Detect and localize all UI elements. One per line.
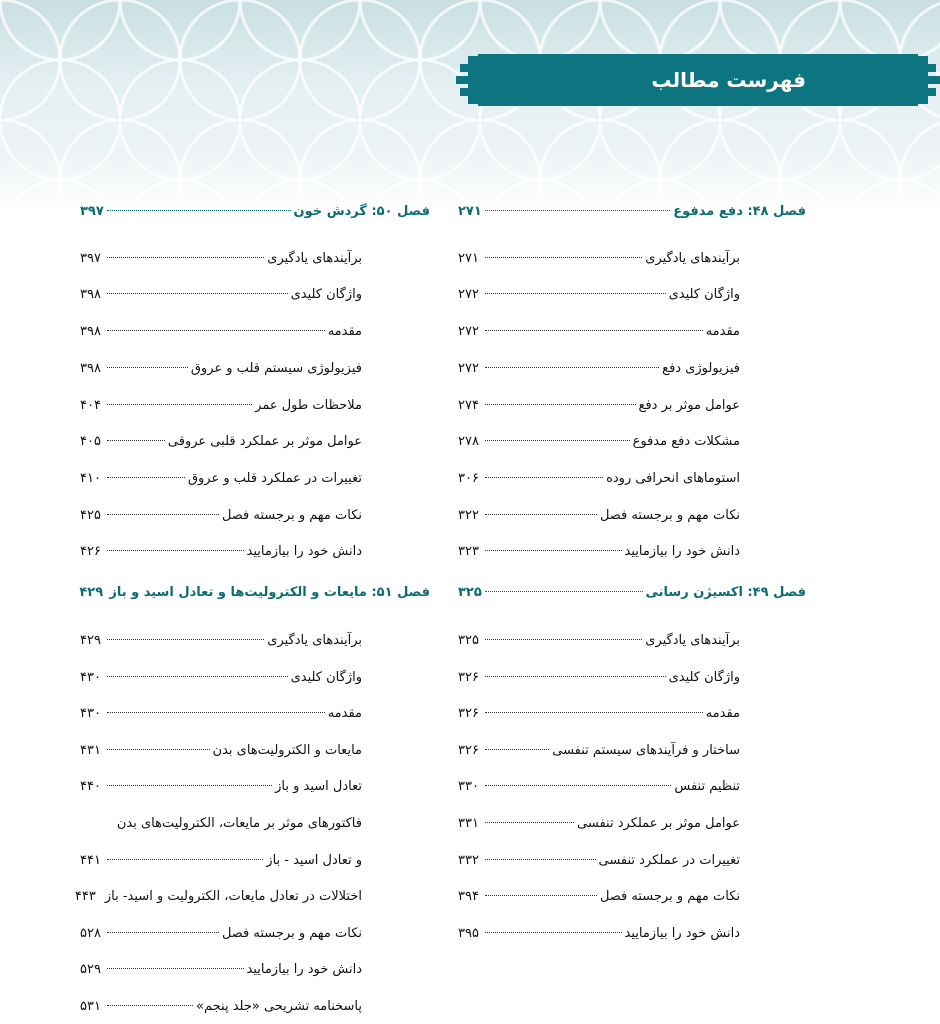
entry-label: واژگان کلیدی	[290, 287, 362, 302]
page-title: فهرست مطالب	[651, 68, 806, 92]
dot-leader	[485, 932, 622, 933]
entry-page-number: ۲۷۲	[458, 324, 479, 339]
entry-page-number: ۳۹۸	[80, 324, 101, 339]
entry-label: عوامل موثر بر عملکرد قلبی عروقی	[167, 434, 362, 449]
toc-entry[interactable]	[80, 740, 362, 762]
entry-label: فیزیولوژی دفع	[662, 361, 740, 376]
entry-page-number: ۴۲۵	[80, 508, 101, 523]
entry-label: تغییرات در عملکرد تنفسی	[598, 853, 740, 868]
entry-label: دانش خود را بیازمایید	[624, 926, 740, 941]
entry-label: برآیندهای یادگیری	[645, 251, 740, 266]
entry-page-number: ۴۰۴	[80, 398, 101, 413]
toc-entry[interactable]	[458, 395, 740, 417]
toc-entry[interactable]	[80, 959, 362, 981]
entry-page-number: ۲۷۱	[458, 251, 479, 266]
toc-entry[interactable]	[458, 740, 740, 762]
dot-leader	[107, 1005, 193, 1006]
toc-chapter-48[interactable]	[458, 201, 806, 223]
entry-label: نکات مهم و برجسته فصل	[599, 889, 740, 904]
dot-leader	[107, 210, 291, 211]
toc-entry[interactable]	[458, 468, 740, 490]
entry-label: مقدمه	[705, 324, 740, 339]
toc-entry[interactable]	[80, 667, 362, 689]
dot-leader	[485, 822, 574, 823]
toc-entry[interactable]	[458, 248, 740, 270]
toc-chapter-50[interactable]	[80, 201, 430, 223]
toc-entry[interactable]	[458, 505, 740, 527]
entry-label: مقدمه	[327, 706, 362, 721]
toc-entry[interactable]	[80, 395, 362, 417]
chapter-page-number: ۳۹۷	[80, 204, 104, 219]
entry-label: تغییرات در عملکرد قلب و عروق	[187, 471, 362, 486]
entry-label: تعادل اسید و باز	[275, 779, 362, 794]
entry-page-number: ۴۱۰	[80, 471, 101, 486]
entry-label: برآیندهای یادگیری	[267, 251, 362, 266]
dot-leader	[485, 676, 666, 677]
entry-label: فاکتورهای موثر بر مایعات، الکترولیت‌های بدن	[116, 816, 362, 831]
dot-leader	[485, 440, 630, 441]
dot-leader	[107, 712, 325, 713]
toc-entry[interactable]	[458, 813, 740, 835]
chapter-title: فصل ۴۸: دفع مدفوع	[673, 204, 806, 219]
entry-page-number: ۳۹۴	[458, 889, 479, 904]
chapter-page-number: ۴۲۹	[79, 585, 104, 600]
entry-label: مشکلات دفع مدفوع	[632, 434, 740, 449]
dot-leader	[107, 749, 210, 750]
entry-page-number: ۴۲۹	[80, 633, 101, 648]
entry-page-number: ۳۳۱	[458, 816, 479, 831]
dot-leader	[485, 210, 670, 211]
entry-page-number: ۳۲۳	[458, 544, 479, 559]
toc-entry[interactable]	[458, 886, 740, 908]
entry-label: مقدمه	[705, 706, 740, 721]
toc-entry[interactable]	[80, 776, 362, 798]
entry-page-number: ۲۷۲	[458, 287, 479, 302]
toc-entry[interactable]	[80, 923, 362, 945]
entry-label: مایعات و الکترولیت‌های بدن	[212, 743, 362, 758]
dot-leader	[485, 257, 642, 258]
entry-page-number: ۳۹۸	[80, 287, 101, 302]
toc-entry[interactable]	[80, 630, 362, 652]
entry-label: ملاحظات طول عمر	[255, 398, 362, 413]
toc-entry[interactable]	[80, 996, 362, 1018]
dot-leader	[485, 477, 603, 478]
toc-chapter-51[interactable]	[80, 582, 430, 604]
toc-entry[interactable]	[458, 667, 740, 689]
dot-leader	[485, 293, 666, 294]
toc-entry[interactable]	[80, 850, 362, 872]
dot-leader	[485, 404, 636, 405]
dot-leader	[107, 404, 252, 405]
toc-chapter-49[interactable]	[458, 582, 806, 604]
entry-page-number: ۴۳۰	[80, 670, 101, 685]
toc-entry[interactable]	[458, 776, 740, 798]
entry-label: ساختار و فرآیندهای سیستم تنفسی	[552, 743, 740, 758]
dot-leader	[485, 550, 622, 551]
toc-entry[interactable]	[80, 541, 362, 563]
entry-page-number: ۴۳۰	[80, 706, 101, 721]
entry-label: دانش خود را بیازمایید	[624, 544, 740, 559]
chapter-page-number: ۲۷۱	[458, 204, 482, 219]
entry-page-number: ۳۹۸	[80, 361, 101, 376]
entry-label: اختلالات در تعادل مایعات، الکترولیت و اسید- باز	[104, 889, 362, 904]
entry-label: عوامل موثر بر دفع	[638, 398, 740, 413]
entry-page-number: ۲۷۸	[458, 434, 479, 449]
title-right-ornament-icon	[916, 56, 940, 104]
entry-page-number: ۳۲۶	[458, 743, 479, 758]
entry-page-number: ۳۹۵	[458, 926, 479, 941]
entry-label: نکات مهم و برجسته فصل	[221, 508, 362, 523]
toc-entry[interactable]	[80, 468, 362, 490]
entry-label: برآیندهای یادگیری	[645, 633, 740, 648]
entry-label: واژگان کلیدی	[290, 670, 362, 685]
dot-leader	[107, 257, 264, 258]
entry-label: پاسخنامه تشریحی «جلد پنجم»	[196, 999, 362, 1014]
entry-page-number: ۳۲۶	[458, 706, 479, 721]
dot-leader	[107, 785, 272, 786]
entry-label: نکات مهم و برجسته فصل	[221, 926, 362, 941]
toc-entry[interactable]	[458, 703, 740, 725]
entry-page-number: ۴۲۶	[80, 544, 101, 559]
toc-entry[interactable]	[74, 886, 362, 908]
entry-page-number: ۲۷۲	[458, 361, 479, 376]
entry-page-number: ۳۹۷	[80, 251, 101, 266]
toc-entry[interactable]	[458, 321, 740, 343]
dot-leader	[485, 639, 642, 640]
toc-entry[interactable]	[458, 431, 740, 453]
toc-entry[interactable]	[458, 284, 740, 306]
entry-page-number: ۴۳۱	[80, 743, 101, 758]
dot-leader	[485, 785, 671, 786]
entry-label: استوماهای انحرافی روده	[606, 471, 740, 486]
entry-page-number: ۵۲۸	[80, 926, 101, 941]
chapter-title: فصل ۴۹: اکسیژن رسانی	[645, 585, 806, 600]
toc-entry[interactable]	[80, 321, 362, 343]
dot-leader	[107, 514, 219, 515]
chapter-title: فصل ۵۰: گردش خون	[293, 204, 430, 219]
dot-leader	[107, 859, 263, 860]
dot-leader	[107, 639, 264, 640]
entry-label: مقدمه	[327, 324, 362, 339]
toc-entry[interactable]	[80, 284, 362, 306]
toc-entry[interactable]	[80, 431, 362, 453]
entry-page-number: ۳۲۶	[458, 670, 479, 685]
toc-entry[interactable]	[80, 505, 362, 527]
dot-leader	[485, 330, 703, 331]
chapter-page-number: ۳۲۵	[458, 585, 482, 600]
entry-page-number: ۴۴۱	[80, 853, 101, 868]
entry-page-number: ۴۰۵	[80, 434, 101, 449]
entry-page-number: ۳۲۵	[458, 633, 479, 648]
toc-entry[interactable]	[80, 248, 362, 270]
entry-label: و تعادل اسید - باز	[266, 853, 362, 868]
entry-page-number: ۳۳۰	[458, 779, 479, 794]
entry-page-number: ۵۲۹	[80, 962, 101, 977]
toc-entry[interactable]	[80, 358, 362, 380]
toc-entry[interactable]	[458, 358, 740, 380]
dot-leader	[485, 749, 549, 750]
entry-page-number: ۳۲۲	[458, 508, 479, 523]
entry-page-number: ۴۴۳	[74, 889, 96, 904]
entry-page-number: ۲۷۴	[458, 398, 479, 413]
toc-entry[interactable]	[458, 541, 740, 563]
toc-entry[interactable]	[458, 630, 740, 652]
dot-leader	[485, 712, 703, 713]
chapter-title: فصل ۵۱: مایعات و الکترولیت‌ها و تعادل اسید و باز	[109, 585, 430, 600]
toc-entry-continued[interactable]	[80, 813, 362, 835]
entry-label: برآیندهای یادگیری	[267, 633, 362, 648]
dot-leader	[107, 932, 219, 933]
dot-leader	[107, 440, 165, 441]
entry-page-number: ۳۳۲	[458, 853, 479, 868]
dot-leader	[107, 293, 288, 294]
dot-leader	[107, 550, 244, 551]
entry-page-number: ۳۰۶	[458, 471, 479, 486]
dot-leader	[485, 514, 597, 515]
entry-label: عوامل موثر بر عملکرد تنفسی	[577, 816, 740, 831]
dot-leader	[107, 676, 288, 677]
entry-label: تنظیم تنفس	[674, 779, 740, 794]
title-left-ornament-icon	[456, 56, 480, 104]
toc-entry[interactable]	[458, 850, 740, 872]
entry-label: واژگان کلیدی	[668, 670, 740, 685]
dot-leader	[485, 895, 597, 896]
dot-leader	[107, 330, 325, 331]
toc-entry[interactable]	[458, 923, 740, 945]
dot-leader	[485, 591, 643, 592]
dot-leader	[485, 367, 659, 368]
entry-label: دانش خود را بیازمایید	[246, 962, 362, 977]
dot-leader	[107, 477, 185, 478]
entry-page-number: ۵۳۱	[80, 999, 101, 1014]
entry-page-number: ۴۴۰	[80, 779, 101, 794]
dot-leader	[485, 859, 596, 860]
toc-entry[interactable]	[80, 703, 362, 725]
dot-leader	[107, 367, 188, 368]
entry-label: نکات مهم و برجسته فصل	[599, 508, 740, 523]
dot-leader	[107, 968, 244, 969]
entry-label: دانش خود را بیازمایید	[246, 544, 362, 559]
entry-label: واژگان کلیدی	[668, 287, 740, 302]
entry-label: فیزیولوژی سیستم قلب و عروق	[190, 361, 362, 376]
